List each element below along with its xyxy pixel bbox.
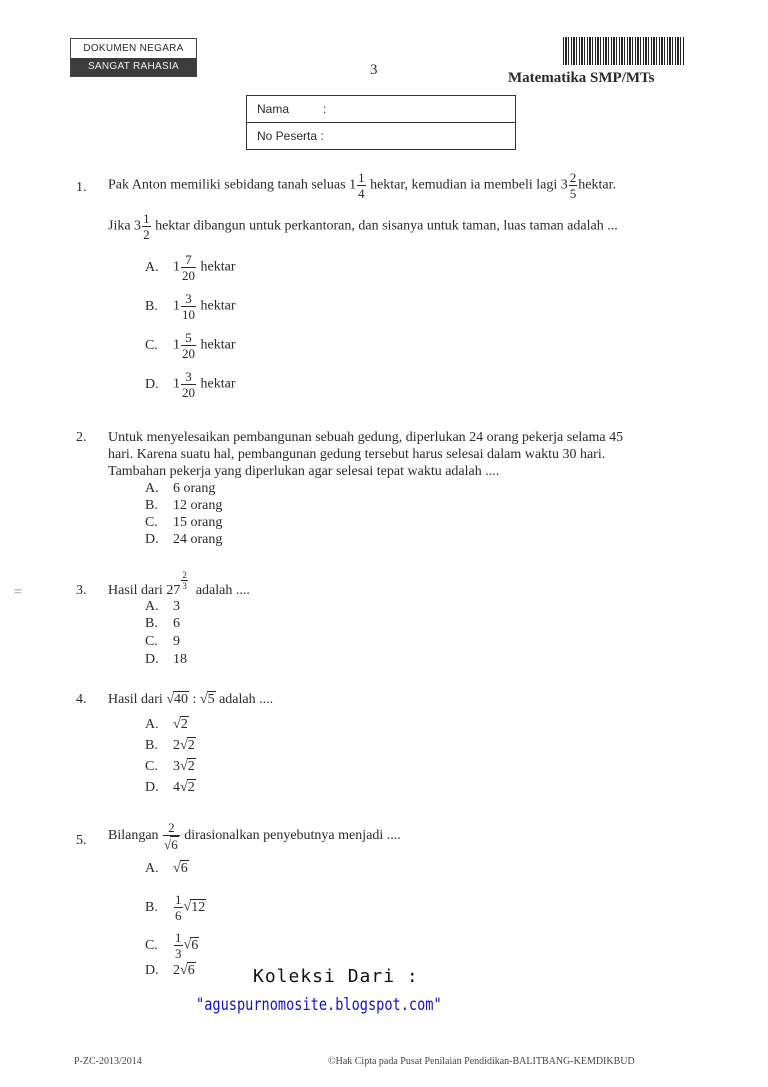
footer-copyright: ©Hak Cipta pada Pusat Penilaian Pendidikan-BALITBANG-KEMDIKBUD (328, 1056, 635, 1067)
q2-option-a[interactable]: A. 6 orang (145, 481, 216, 496)
q2-line1: Untuk menyelesaikan pembangunan sebuah gedung, diperlukan 24 orang pekerja selama 45 (108, 430, 624, 445)
doc-label: DOKUMEN NEGARA (83, 43, 184, 54)
identity-box (246, 95, 516, 150)
name-colon: : (323, 102, 327, 116)
q1-number: 1. (76, 180, 87, 195)
q2-option-c[interactable]: C. 15 orang (145, 515, 223, 530)
participant-label: No Peserta : (257, 129, 324, 143)
q2-line2: hari. Karena suatu hal, pembangunan gedung tersebut harus selesai dalam waktu 30 hari. (108, 447, 606, 462)
q4-option-b[interactable]: B. 2√2 (145, 738, 195, 753)
q1-option-c[interactable]: C. 1 $\frac{5}{20}$ hektar (145, 330, 236, 361)
q4-option-d[interactable]: D. 4√2 (145, 780, 195, 795)
q5-stem: Bilangan $\frac{2}{√6}$ dirasionalkan penyebutnya menjadi .... (108, 820, 401, 852)
barcode (563, 37, 685, 65)
q3-stem: Hasil dari 27 $\frac{2}{3}$ adalah .... (108, 570, 250, 598)
q2-number: 2. (76, 430, 87, 445)
page-number: 3 (370, 62, 378, 78)
q3-option-c[interactable]: C. 9 (145, 634, 180, 649)
q3-option-b[interactable]: B. 6 (145, 616, 180, 631)
q3-option-d[interactable]: D. 18 (145, 652, 187, 667)
footer-code: P-ZC-2013/2014 (74, 1056, 142, 1067)
name-field[interactable] (247, 96, 515, 122)
fraction: $\frac{2}{√6}$ (164, 820, 178, 852)
q4-stem: Hasil dari √40 : √5 adalah .... (108, 692, 274, 707)
q5-option-a[interactable]: A. √6 (145, 861, 188, 876)
collection-label: Koleksi Dari : (253, 966, 419, 987)
q5-option-d[interactable]: D. 2√6 (145, 963, 195, 978)
name-label: Nama (257, 102, 290, 116)
fraction: $\frac{1}{4}$ (358, 170, 365, 201)
document-label-box (70, 38, 197, 77)
q2-option-d[interactable]: D. 24 orang (145, 532, 223, 547)
q4-number: 4. (76, 692, 87, 707)
q2-line3: Tambahan pekerja yang diperlukan agar selesai tepat waktu adalah .... (108, 464, 500, 479)
q4-option-a[interactable]: A. √2 (145, 717, 188, 732)
q2-option-b[interactable]: B. 12 orang (145, 498, 223, 513)
blog-link[interactable]: "aguspurnomosite.blogspot.com" (196, 995, 442, 1015)
margin-mark: = (14, 585, 22, 600)
q1-option-d[interactable]: D. 1 $\frac{3}{20}$ hektar (145, 369, 236, 400)
q1-line1: Pak Anton memiliki sebidang tanah seluas 1 $\frac{1}{4}$ hektar, kemudian ia membeli lagi 3 $\frac{2}{5}$ hektar. (108, 170, 617, 201)
q1-line2: Jika 3 $\frac{1}{2}$ hektar dibangun untuk perkantoran, dan sisanya untuk taman, luas taman adalah ... (108, 211, 618, 242)
q5-option-c[interactable]: C. $\frac{1}{3}$ √6 (145, 930, 199, 961)
q1-option-a[interactable]: A. 1 $\frac{7}{20}$ hektar (145, 252, 236, 283)
fraction: $\frac{1}{2}$ (143, 211, 150, 242)
q5-option-b[interactable]: B. $\frac{1}{6}$ √12 (145, 892, 206, 923)
fraction: $\frac{2}{5}$ (569, 170, 577, 201)
q5-number: 5. (76, 833, 87, 848)
q1-option-b[interactable]: B. 1 $\frac{3}{10}$ hektar (145, 291, 236, 322)
participant-field[interactable] (247, 122, 515, 149)
exponent-fraction: $\frac{2}{3}$ (182, 570, 187, 591)
q3-option-a[interactable]: A. 3 (145, 599, 180, 614)
subject-title: Matematika SMP/MTs (508, 70, 655, 86)
secret-label: SANGAT RAHASIA (71, 58, 196, 76)
q3-number: 3. (76, 583, 87, 598)
q4-option-c[interactable]: C. 3√2 (145, 759, 195, 774)
